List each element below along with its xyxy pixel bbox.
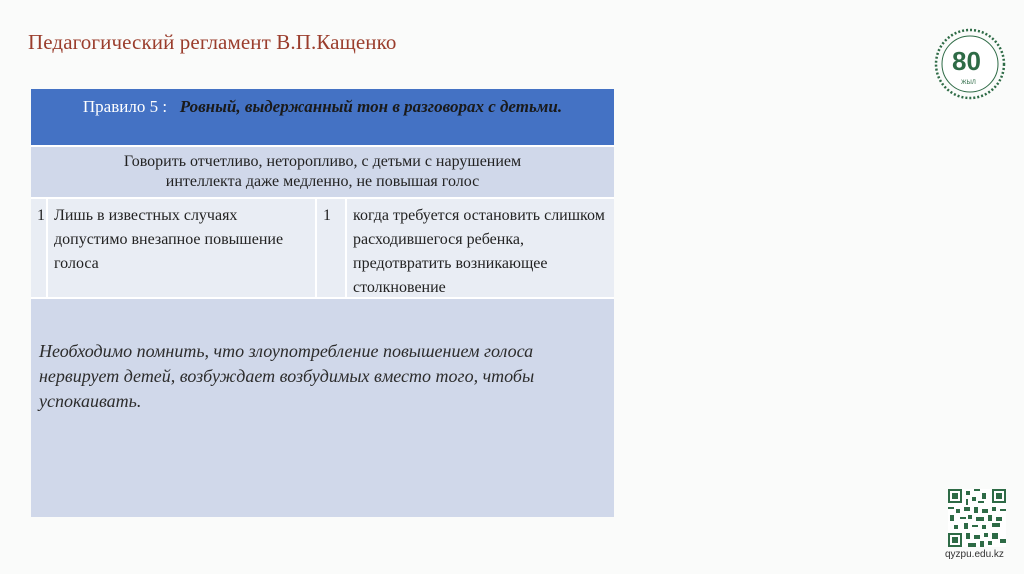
detail-2-number: 1 bbox=[317, 199, 347, 297]
detail-1-number: 1 bbox=[31, 199, 48, 297]
speak-text-line1: Говорить отчетливо, неторопливо, с детьми с нарушением bbox=[123, 153, 522, 170]
slide-title: Педагогический регламент В.П.Кащенко bbox=[28, 30, 397, 54]
rule-header-text bbox=[63, 97, 583, 117]
note-row bbox=[31, 299, 614, 517]
speak-text-line2: интеллекта даже медленно, не повышая голос bbox=[165, 173, 480, 190]
details-row bbox=[31, 199, 614, 299]
logo-caption: ЖЫЛ bbox=[961, 80, 976, 86]
website-url[interactable]: qyzpu.edu.kz bbox=[945, 549, 1004, 560]
detail-2-text: когда требуется остановить слишком расходившегося ребенка, предотвратить возникающее столкновение bbox=[353, 207, 605, 296]
rule-header-row bbox=[31, 89, 614, 147]
anniversary-logo bbox=[934, 28, 1006, 100]
rule-table bbox=[31, 89, 614, 517]
detail-1-text: Лишь в известных случаях допустимо внезапное повышение голоса bbox=[48, 199, 317, 297]
speak-row bbox=[31, 147, 614, 199]
rule-label: Правило 5 : bbox=[82, 97, 168, 116]
logo-number: 80 bbox=[952, 46, 981, 76]
qr-code[interactable] bbox=[948, 489, 1006, 547]
note-text: Необходимо помнить, что злоупотребление повышением голоса нервирует детей, возбуждает возбудимых вместо того, чтобы успокаивать. bbox=[39, 341, 535, 411]
rule-heading: Ровный, выдержанный тон в разговорах с детьми. bbox=[179, 97, 563, 116]
